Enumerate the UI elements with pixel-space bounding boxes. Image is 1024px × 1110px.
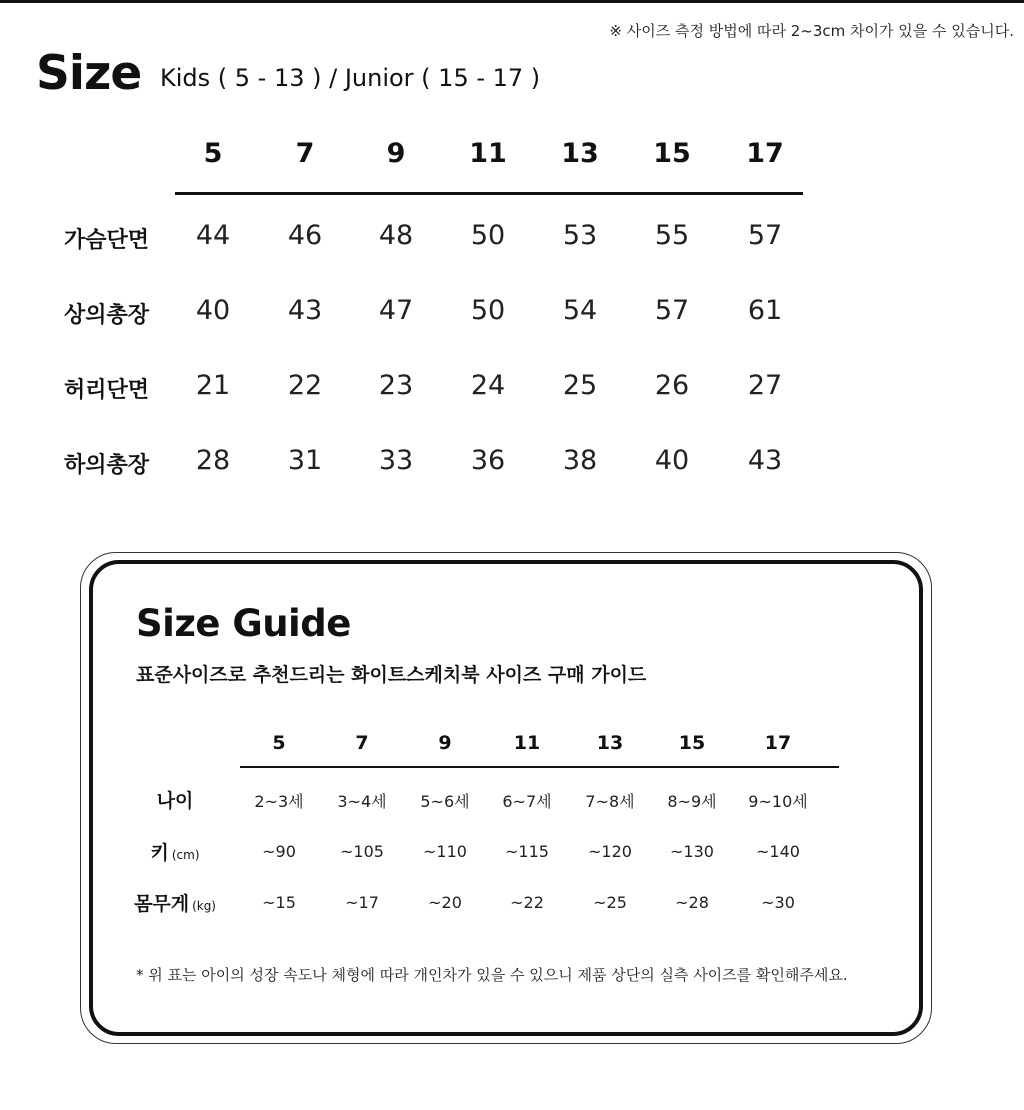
guide-cell: ~115 — [505, 842, 549, 861]
guide-cell: ~25 — [593, 893, 627, 912]
table-cell: 33 — [378, 445, 414, 476]
table-cell: 43 — [287, 295, 323, 326]
size-column-header: 13 — [561, 138, 599, 169]
table-cell: 36 — [470, 445, 506, 476]
guide-cell: 5~6세 — [420, 792, 470, 811]
table-cell: 38 — [562, 445, 598, 476]
guide-column-header: 5 — [272, 732, 286, 754]
guide-cell: ~30 — [761, 893, 795, 912]
size-guide-title: Size Guide — [136, 602, 351, 645]
guide-cell: ~20 — [428, 893, 462, 912]
table-cell: 43 — [747, 445, 783, 476]
guide-cell: ~90 — [262, 842, 296, 861]
guide-column-header: 17 — [764, 732, 792, 754]
guide-row-label-weight — [120, 889, 230, 916]
table-cell: 55 — [654, 220, 690, 251]
table-cell: 61 — [747, 295, 783, 326]
size-range-subtitle: Kids ( 5 - 13 ) / Junior ( 15 - 17 ) — [160, 64, 541, 92]
guide-cell: ~28 — [675, 893, 709, 912]
guide-column-header: 7 — [355, 732, 369, 754]
guide-column-header: 15 — [678, 732, 706, 754]
guide-cell: ~17 — [345, 893, 379, 912]
table-cell: 40 — [195, 295, 231, 326]
guide-row-unit: (cm) — [171, 848, 200, 862]
size-guide-subtitle: 표준사이즈로 추천드리는 화이트스케치북 사이즈 구매 가이드 — [136, 664, 647, 686]
row-label-waist-width: 허리단면 — [64, 378, 150, 403]
guide-row-label-text: 몸무게 — [134, 893, 190, 915]
guide-cell: 3~4세 — [337, 792, 387, 811]
table-cell: 26 — [654, 370, 690, 401]
guide-column-header: 11 — [513, 732, 541, 754]
table-cell: 50 — [470, 295, 506, 326]
table-cell: 47 — [378, 295, 414, 326]
measurement-note: ※ 사이즈 측정 방법에 따라 2~3cm 차이가 있을 수 있습니다. — [609, 22, 1014, 40]
size-column-header: 15 — [653, 138, 691, 169]
table-cell: 25 — [562, 370, 598, 401]
guide-cell: 2~3세 — [254, 792, 304, 811]
guide-cell: ~105 — [340, 842, 384, 861]
row-label-bottom-length: 하의총장 — [64, 453, 150, 478]
guide-column-header: 9 — [438, 732, 452, 754]
table-cell: 53 — [562, 220, 598, 251]
size-column-header: 11 — [469, 138, 507, 169]
table-cell: 44 — [195, 220, 231, 251]
table-cell: 54 — [562, 295, 598, 326]
guide-cell: ~140 — [756, 842, 800, 861]
guide-cell: ~15 — [262, 893, 296, 912]
guide-cell: 7~8세 — [585, 792, 635, 811]
guide-cell: ~130 — [670, 842, 714, 861]
guide-cell: ~110 — [423, 842, 467, 861]
page-title: Size — [36, 46, 142, 101]
size-column-header: 5 — [203, 138, 223, 169]
row-label-top-length: 상의총장 — [64, 303, 150, 328]
table-cell: 28 — [195, 445, 231, 476]
table-cell: 31 — [287, 445, 323, 476]
table-cell: 50 — [470, 220, 506, 251]
guide-row-unit: (kg) — [192, 899, 216, 913]
table-cell: 57 — [654, 295, 690, 326]
guide-cell: ~120 — [588, 842, 632, 861]
guide-cell: ~22 — [510, 893, 544, 912]
guide-row-label-text: 나이 — [156, 790, 194, 812]
table-cell: 23 — [378, 370, 414, 401]
table-cell: 48 — [378, 220, 414, 251]
guide-cell: 9~10세 — [748, 792, 808, 811]
table-cell: 24 — [470, 370, 506, 401]
table-cell: 27 — [747, 370, 783, 401]
guide-row-label-text: 키 — [150, 842, 169, 864]
table-cell: 46 — [287, 220, 323, 251]
guide-table-header-rule — [240, 766, 839, 768]
size-column-header: 17 — [746, 138, 784, 169]
table-cell: 40 — [654, 445, 690, 476]
guide-cell: 6~7세 — [502, 792, 552, 811]
row-label-chest-width: 가슴단면 — [64, 228, 150, 253]
table-cell: 22 — [287, 370, 323, 401]
guide-column-header: 13 — [596, 732, 624, 754]
table-cell: 57 — [747, 220, 783, 251]
size-guide-footnote: * 위 표는 아이의 성장 속도나 체형에 따라 개인차가 있을 수 있으니 제품 상단의 실측 사이즈를 확인해주세요. — [136, 966, 848, 984]
guide-row-label-height — [120, 838, 230, 865]
guide-row-label-age — [120, 786, 230, 813]
size-column-header: 9 — [386, 138, 406, 169]
size-column-header: 7 — [295, 138, 315, 169]
guide-cell: 8~9세 — [667, 792, 717, 811]
top-border-line — [0, 0, 1024, 3]
table-cell: 21 — [195, 370, 231, 401]
size-table-header-rule — [175, 192, 803, 195]
